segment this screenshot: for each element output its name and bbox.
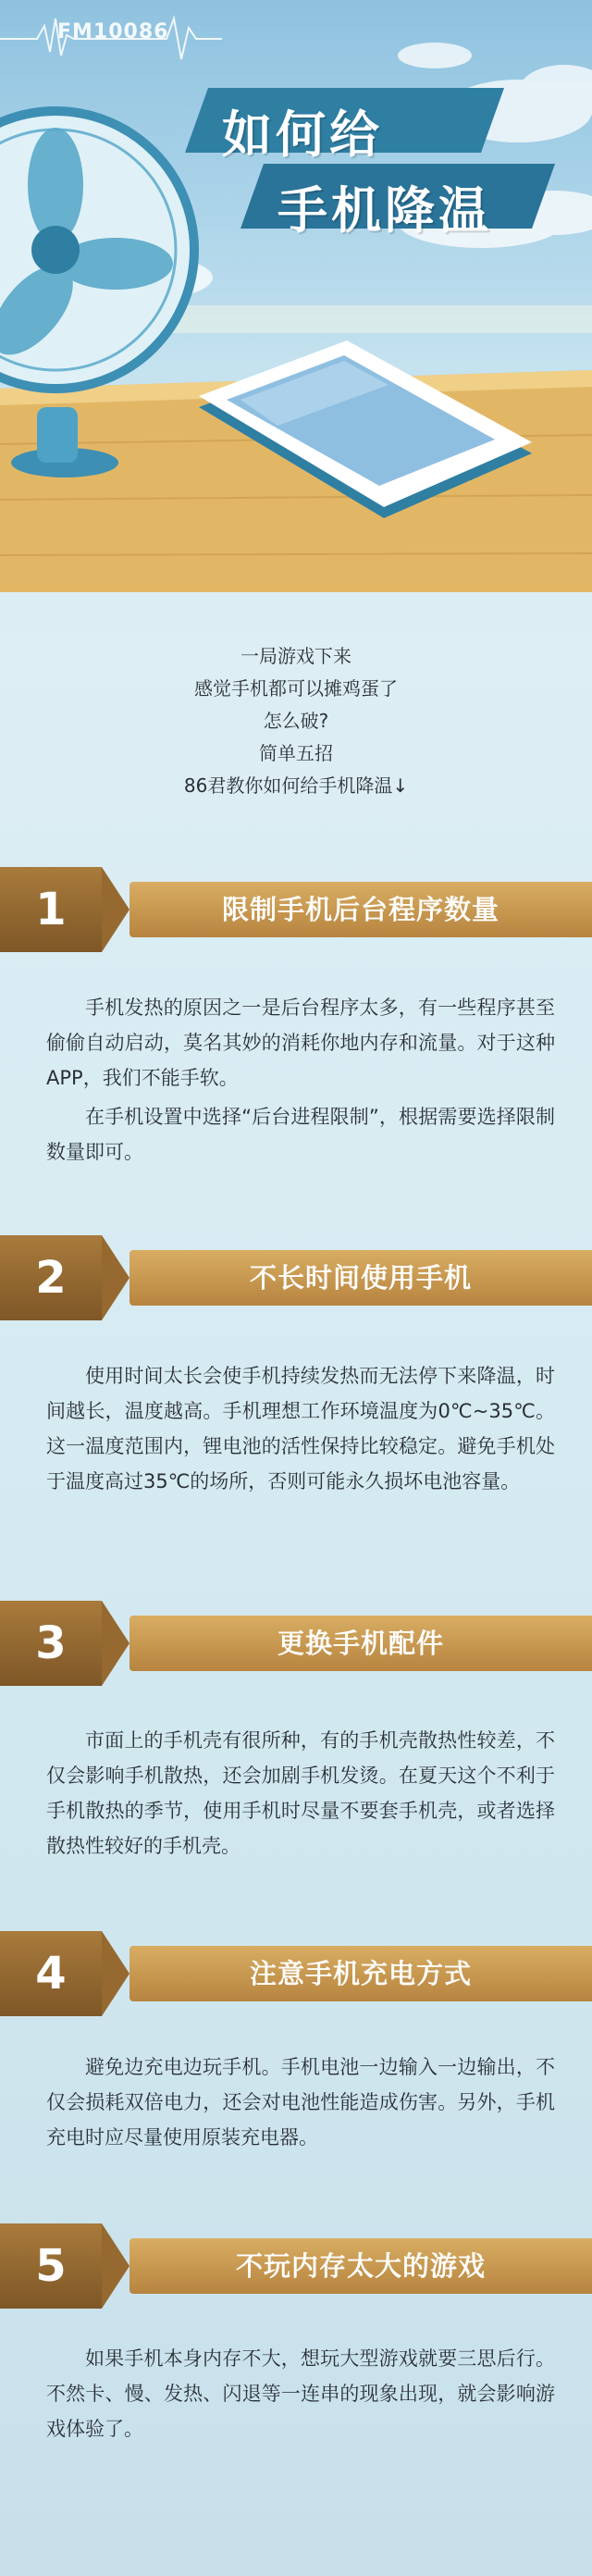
- section-title: 更换手机配件: [277, 1628, 444, 1659]
- intro-line: 86君教你如何给手机降温↓: [183, 774, 409, 797]
- section-paragraph: 手机发热的原因之一是后台程序太多，有一些程序甚至偷偷自动启动，莫名其妙的消耗你地内存和流量。对于这种APP，我们不能手软。: [46, 997, 555, 1089]
- section-number: 2: [35, 1252, 67, 1304]
- section-number: 1: [35, 884, 67, 935]
- intro-line: 怎么破?: [263, 710, 329, 732]
- brand-logo: FM10086: [57, 20, 169, 43]
- intro-line: 一局游戏下来: [240, 645, 352, 667]
- section-body-1: [46, 990, 555, 1173]
- page-title-line-1: 如何给: [222, 105, 383, 164]
- section-title: 不长时间使用手机: [249, 1262, 472, 1294]
- section-paragraph: 使用时间太长会使手机持续发热而无法停下来降温，时间越长，温度越高。手机理想工作环境温度为0℃~35℃。这一温度范围内，锂电池的活性保持比较稳定。避免手机处于温度高过35℃的场所，否则可能永久损坏电池容量。: [46, 1365, 555, 1492]
- section-number: 5: [35, 2240, 67, 2292]
- section-paragraph: 在手机设置中选择“后台进程限制”，根据需要选择限制数量即可。: [46, 1106, 555, 1163]
- section-body-4: [46, 2050, 555, 2159]
- section-paragraph: 如果手机本身内存不大，想玩大型游戏就要三思后行。不然卡、慢、发热、闪退等一连串的现象出现，就会影响游戏体验了。: [46, 2347, 555, 2440]
- section-number: 4: [35, 1948, 67, 2000]
- section-header-1: [0, 867, 592, 952]
- section-title: 不玩内存太大的游戏: [235, 2250, 486, 2282]
- section-body-5: [46, 2341, 555, 2450]
- section-header-5: [0, 2223, 592, 2309]
- intro-line: 感觉手机都可以摊鸡蛋了: [194, 677, 398, 700]
- intro-text: [0, 640, 592, 802]
- section-number: 3: [35, 1617, 67, 1669]
- page-title-line-2: 手机降温: [278, 181, 492, 240]
- hero-banner: [0, 0, 592, 592]
- section-paragraph: 市面上的手机壳有很所种，有的手机壳散热性较差，不仅会影响手机散热，还会加剧手机发烫。在夏天这个不利于手机散热的季节，使用手机时尽量不要套手机壳，或者选择散热性较好的手机壳。: [46, 1729, 555, 1857]
- section-title: 限制手机后台程序数量: [221, 894, 500, 925]
- hero-illustration: [0, 0, 592, 592]
- section-body-2: [46, 1358, 555, 1503]
- intro-line: 简单五招: [259, 742, 333, 764]
- section-title: 注意手机充电方式: [249, 1958, 472, 1989]
- section-paragraph: 避免边充电边玩手机。手机电池一边输入一边输出，不仅会损耗双倍电力，还会对电池性能造成伤害。另外，手机充电时应尽量使用原装充电器。: [46, 2056, 555, 2149]
- section-header-2: [0, 1235, 592, 1320]
- section-header-3: [0, 1601, 592, 1686]
- section-header-4: [0, 1931, 592, 2016]
- section-body-3: [46, 1723, 555, 1867]
